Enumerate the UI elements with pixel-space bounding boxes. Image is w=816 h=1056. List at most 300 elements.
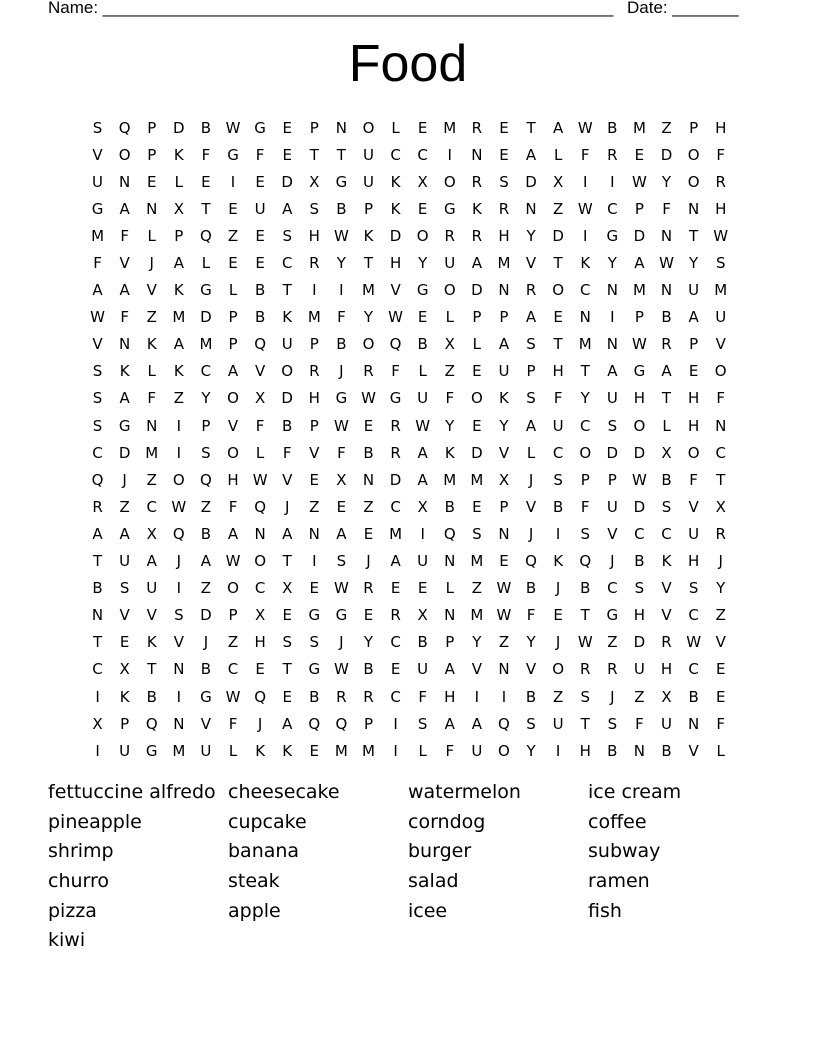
grid-letter: L xyxy=(445,308,454,327)
grid-letter: I xyxy=(610,308,615,327)
grid-letter: L xyxy=(418,362,427,381)
grid-letter: T xyxy=(336,145,346,164)
grid-letter: Q xyxy=(200,226,212,245)
grid-letter: I xyxy=(447,145,452,164)
grid-letter: C xyxy=(417,145,428,164)
grid-letter: B xyxy=(661,741,672,760)
grid-letter: T xyxy=(580,362,590,381)
grid-letter: W xyxy=(361,389,376,408)
grid-letter: X xyxy=(254,606,266,625)
grid-letter: F xyxy=(337,308,346,327)
grid-letter: O xyxy=(633,416,646,435)
word-list-item: fettuccine alfredo xyxy=(48,781,216,803)
grid-letter: T xyxy=(580,606,590,625)
grid-letter: H xyxy=(715,199,727,218)
grid-letter: C xyxy=(634,524,645,543)
grid-letter: T xyxy=(282,281,292,300)
grid-letter: N xyxy=(687,199,700,218)
grid-letter: M xyxy=(199,335,213,354)
grid-letter: Z xyxy=(119,497,130,516)
grid-letter: K xyxy=(173,145,184,164)
grid-letter: B xyxy=(607,118,618,137)
grid-letter: C xyxy=(715,443,726,462)
grid-letter: I xyxy=(176,687,182,706)
grid-letter: P xyxy=(147,118,157,137)
grid-letter: L xyxy=(147,362,156,381)
grid-letter: R xyxy=(390,416,401,435)
grid-letter: Z xyxy=(553,687,564,706)
word-list-item: kiwi xyxy=(48,929,86,952)
grid-letter: F xyxy=(445,741,455,760)
grid-letter: O xyxy=(362,335,375,354)
grid-letter: P xyxy=(499,308,509,327)
grid-letter: F xyxy=(580,497,590,516)
grid-letter: F xyxy=(93,254,102,273)
grid-letter: A xyxy=(607,362,618,381)
grid-letter: L xyxy=(391,118,400,137)
word-list-item: ice cream xyxy=(588,781,682,803)
grid-letter: C xyxy=(688,606,699,625)
grid-letter: J xyxy=(366,552,371,571)
grid-letter: W xyxy=(577,199,593,218)
grid-letter: B xyxy=(552,497,564,516)
grid-letter: U xyxy=(498,362,510,381)
grid-letter: O xyxy=(687,172,700,191)
grid-letter: K xyxy=(499,389,509,408)
grid-letter: R xyxy=(498,199,510,218)
grid-letter: Y xyxy=(716,579,726,598)
grid-letter: W xyxy=(659,254,674,273)
grid-letter: V xyxy=(390,281,401,300)
grid-letter: E xyxy=(255,226,265,245)
grid-letter: C xyxy=(579,416,591,435)
grid-letter: H xyxy=(579,741,591,760)
grid-letter: Q xyxy=(525,552,537,571)
grid-letter: E xyxy=(390,579,401,598)
grid-letter: E xyxy=(688,362,699,381)
grid-letter: J xyxy=(555,579,561,598)
grid-letter: S xyxy=(282,633,292,652)
grid-letter: M xyxy=(334,741,348,760)
grid-letter: Q xyxy=(498,714,510,733)
grid-letter: P xyxy=(526,362,536,381)
grid-letter: A xyxy=(688,308,699,327)
grid-letter: F xyxy=(391,362,400,381)
grid-letter: E xyxy=(499,552,509,571)
grid-letter: W xyxy=(333,579,349,598)
grid-letter: Q xyxy=(254,497,267,516)
grid-letter: F xyxy=(201,145,211,164)
grid-letter: F xyxy=(553,389,563,408)
grid-letter: P xyxy=(309,416,319,435)
grid-letter: U xyxy=(633,660,645,679)
grid-letter: S xyxy=(174,606,184,625)
grid-letter: N xyxy=(715,416,727,435)
grid-letter: V xyxy=(471,660,482,679)
grid-letter: D xyxy=(200,308,212,327)
grid-letter: B xyxy=(336,199,347,218)
grid-letter: S xyxy=(634,579,645,598)
grid-letter: M xyxy=(497,254,511,273)
grid-letter: M xyxy=(307,308,321,327)
grid-letter: Z xyxy=(471,579,482,598)
grid-letter: N xyxy=(146,199,158,218)
grid-letter: T xyxy=(661,389,672,408)
grid-letter: S xyxy=(580,524,590,543)
grid-letter: A xyxy=(200,552,212,571)
grid-letter: M xyxy=(632,281,646,300)
grid-letter: Z xyxy=(227,226,239,245)
grid-letter: Z xyxy=(715,606,726,625)
grid-letter: D xyxy=(118,443,131,462)
grid-letter: M xyxy=(145,443,159,462)
grid-letter: N xyxy=(173,660,185,679)
grid-letter: P xyxy=(445,633,455,652)
grid-letter: O xyxy=(254,552,267,571)
grid-letter: J xyxy=(257,714,263,733)
grid-letter: I xyxy=(312,552,317,571)
grid-letter: K xyxy=(119,687,130,706)
word-list-item: cupcake xyxy=(228,810,307,833)
grid-letter: U xyxy=(119,741,131,760)
grid-letter: J xyxy=(203,633,209,652)
grid-letter: A xyxy=(119,389,130,408)
grid-letter: N xyxy=(335,118,347,137)
grid-letter: U xyxy=(92,172,104,191)
grid-letter: O xyxy=(498,741,510,760)
grid-letter: E xyxy=(309,470,320,489)
word-list-item: burger xyxy=(408,840,472,863)
grid-letter: Y xyxy=(445,416,455,435)
grid-letter: Z xyxy=(661,118,672,137)
grid-letter: N xyxy=(498,281,510,300)
grid-letter: T xyxy=(147,660,157,679)
grid-letter: N xyxy=(254,524,266,543)
grid-letter: O xyxy=(416,226,429,245)
grid-letter: C xyxy=(390,145,401,164)
grid-letter: B xyxy=(525,687,537,706)
grid-letter: Y xyxy=(580,389,590,408)
grid-letter: U xyxy=(417,660,429,679)
grid-letter: X xyxy=(417,606,428,625)
grid-letter: P xyxy=(580,470,590,489)
grid-letter: F xyxy=(228,714,238,733)
grid-letter: P xyxy=(228,308,238,327)
grid-letter: E xyxy=(336,497,347,516)
grid-letter: R xyxy=(607,660,618,679)
grid-letter: W xyxy=(496,579,512,598)
grid-letter: H xyxy=(227,470,239,489)
grid-letter: P xyxy=(363,199,373,218)
grid-letter: R xyxy=(471,226,483,245)
grid-letter: G xyxy=(91,199,104,218)
grid-letter: R xyxy=(363,362,374,381)
grid-letter: S xyxy=(526,335,536,354)
grid-letter: W xyxy=(632,335,647,354)
grid-letter: E xyxy=(390,660,401,679)
grid-letter: G xyxy=(308,606,321,625)
grid-letter: G xyxy=(335,172,348,191)
grid-letter: W xyxy=(415,416,431,435)
grid-letter: Q xyxy=(200,470,212,489)
grid-letter: E xyxy=(255,254,265,273)
grid-letter: B xyxy=(444,497,455,516)
grid-letter: I xyxy=(474,687,480,706)
grid-letter: I xyxy=(339,281,344,300)
grid-letter: O xyxy=(172,470,185,489)
grid-letter: Y xyxy=(418,254,428,273)
grid-letter: S xyxy=(92,362,103,381)
grid-letter: W xyxy=(713,226,729,245)
grid-letter: M xyxy=(470,552,484,571)
grid-letter: C xyxy=(688,660,699,679)
grid-letter: E xyxy=(715,687,726,706)
grid-letter: E xyxy=(472,497,482,516)
grid-letter: E xyxy=(634,145,645,164)
grid-letter: G xyxy=(335,389,348,408)
grid-letter: W xyxy=(225,118,241,137)
grid-letter: K xyxy=(661,552,672,571)
grid-letter: X xyxy=(254,389,266,408)
grid-letter: T xyxy=(92,633,103,652)
grid-letter: K xyxy=(553,552,564,571)
grid-letter: P xyxy=(634,308,644,327)
grid-letter: M xyxy=(172,741,186,760)
grid-letter: O xyxy=(552,660,565,679)
grid-letter: G xyxy=(633,362,646,381)
grid-letter: W xyxy=(333,226,349,245)
grid-letter: C xyxy=(227,660,239,679)
grid-letter: C xyxy=(390,633,401,652)
grid-letter: F xyxy=(580,145,590,164)
grid-letter: R xyxy=(715,524,726,543)
grid-letter: T xyxy=(92,552,103,571)
grid-letter: F xyxy=(120,226,129,245)
grid-letter: C xyxy=(607,579,618,598)
grid-letter: N xyxy=(362,470,375,489)
grid-letter: E xyxy=(363,416,374,435)
grid-letter: Q xyxy=(254,335,267,354)
grid-letter: S xyxy=(499,172,509,191)
grid-letter: I xyxy=(555,524,561,543)
grid-letter: N xyxy=(498,524,510,543)
grid-letter: N xyxy=(660,226,673,245)
grid-letter: Z xyxy=(498,633,510,652)
grid-letter: Q xyxy=(254,687,267,706)
grid-letter: V xyxy=(661,606,672,625)
grid-letter: O xyxy=(687,443,700,462)
grid-letter: D xyxy=(633,443,646,462)
grid-letter: B xyxy=(92,579,103,598)
grid-letter: S xyxy=(201,443,211,462)
grid-letter: J xyxy=(339,362,344,381)
grid-letter: H xyxy=(715,118,727,137)
grid-letter: A xyxy=(146,552,157,571)
grid-letter: D xyxy=(389,470,402,489)
grid-letter: S xyxy=(553,470,563,489)
grid-letter: W xyxy=(90,308,105,327)
grid-letter: G xyxy=(335,606,348,625)
grid-letter: C xyxy=(390,497,401,516)
grid-letter: S xyxy=(417,714,428,733)
grid-letter: M xyxy=(470,606,484,625)
grid-letter: I xyxy=(583,172,588,191)
grid-letter: P xyxy=(499,497,509,516)
grid-letter: Q xyxy=(118,118,131,137)
grid-letter: L xyxy=(662,416,671,435)
grid-letter: R xyxy=(471,172,483,191)
grid-letter: F xyxy=(147,389,157,408)
grid-letter: B xyxy=(634,552,645,571)
grid-letter: E xyxy=(282,145,292,164)
grid-letter: L xyxy=(472,335,482,354)
grid-letter: H xyxy=(633,389,646,408)
grid-letter: F xyxy=(635,714,644,733)
grid-letter: A xyxy=(227,524,239,543)
grid-letter: U xyxy=(417,389,429,408)
grid-letter: K xyxy=(444,443,455,462)
grid-letter: E xyxy=(499,145,509,164)
grid-letter: T xyxy=(201,199,211,218)
word-list-item: banana xyxy=(228,840,300,863)
grid-letter: G xyxy=(254,118,266,137)
grid-letter: I xyxy=(176,579,182,598)
grid-letter: R xyxy=(525,281,537,300)
grid-letter: W xyxy=(632,172,647,191)
grid-letter: Y xyxy=(526,633,536,652)
grid-letter: H xyxy=(444,687,456,706)
grid-letter: D xyxy=(525,172,537,191)
grid-letter: F xyxy=(689,470,698,489)
grid-letter: Q xyxy=(172,524,185,543)
grid-letter: V xyxy=(254,362,266,381)
grid-letter: F xyxy=(255,145,265,164)
grid-letter: Y xyxy=(661,172,672,191)
grid-letter: R xyxy=(309,254,320,273)
grid-letter: L xyxy=(553,145,563,164)
grid-letter: V xyxy=(688,741,699,760)
grid-letter: I xyxy=(95,687,100,706)
grid-letter: B xyxy=(607,741,618,760)
grid-letter: W xyxy=(577,633,593,652)
grid-letter: R xyxy=(444,226,455,245)
grid-letter: L xyxy=(201,254,211,273)
grid-letter: X xyxy=(173,199,184,218)
grid-letter: D xyxy=(471,281,483,300)
grid-letter: L xyxy=(445,579,454,598)
grid-letter: G xyxy=(200,281,212,300)
grid-letter: L xyxy=(526,443,536,462)
grid-letter: V xyxy=(498,443,510,462)
grid-letter: D xyxy=(633,497,646,516)
grid-letter: G xyxy=(389,389,402,408)
grid-letter: P xyxy=(309,335,319,354)
grid-letter: D xyxy=(281,172,293,191)
grid-letter: L xyxy=(255,443,265,462)
grid-letter: P xyxy=(689,335,699,354)
grid-letter: M xyxy=(362,741,375,760)
grid-letter: U xyxy=(661,714,672,733)
grid-letter: U xyxy=(471,741,483,760)
grid-letter: P xyxy=(472,308,482,327)
grid-letter: S xyxy=(688,579,699,598)
grid-letter: X xyxy=(417,172,428,191)
grid-letter: M xyxy=(362,281,375,300)
grid-letter: S xyxy=(309,199,320,218)
grid-letter: O xyxy=(362,118,375,137)
grid-letter: E xyxy=(282,118,292,137)
grid-letter: B xyxy=(200,118,212,137)
grid-letter: G xyxy=(606,606,619,625)
grid-letter: W xyxy=(171,497,187,516)
grid-letter: D xyxy=(471,443,483,462)
grid-letter: D xyxy=(660,145,673,164)
grid-letter: E xyxy=(255,660,265,679)
grid-letter: F xyxy=(526,606,536,625)
grid-letter: X xyxy=(661,687,672,706)
grid-letter: O xyxy=(281,362,294,381)
grid-letter: P xyxy=(607,470,617,489)
grid-letter: D xyxy=(389,226,402,245)
grid-letter: Y xyxy=(689,254,699,273)
grid-letter: N xyxy=(444,552,456,571)
grid-letter: Y xyxy=(201,389,211,408)
grid-letter: E xyxy=(363,606,374,625)
grid-letter: U xyxy=(715,308,727,327)
grid-letter: K xyxy=(471,199,482,218)
grid-letter: Z xyxy=(607,633,618,652)
grid-letter: V xyxy=(525,254,537,273)
word-list-item: salad xyxy=(408,870,459,893)
grid-letter: P xyxy=(147,145,157,164)
grid-letter: W xyxy=(333,660,349,679)
grid-letter: I xyxy=(312,281,317,300)
grid-letter: W xyxy=(225,552,241,571)
grid-letter: O xyxy=(443,172,456,191)
grid-letter: C xyxy=(92,660,103,679)
grid-letter: Z xyxy=(553,199,564,218)
grid-letter: X xyxy=(553,172,564,191)
grid-letter: B xyxy=(417,633,428,652)
grid-letter: A xyxy=(417,470,428,489)
grid-letter: H xyxy=(633,606,646,625)
grid-letter: N xyxy=(444,606,456,625)
grid-letter: J xyxy=(339,633,344,652)
grid-letter: Q xyxy=(308,714,321,733)
grid-letter: N xyxy=(525,199,537,218)
grid-letter: A xyxy=(119,281,130,300)
grid-letter: K xyxy=(119,362,130,381)
grid-letter: T xyxy=(689,226,699,245)
grid-letter: B xyxy=(580,579,591,598)
grid-letter: G xyxy=(118,416,131,435)
grid-letter: E xyxy=(309,579,320,598)
grid-letter: L xyxy=(228,741,238,760)
grid-letter: E xyxy=(472,362,482,381)
grid-letter: Z xyxy=(309,497,320,516)
grid-letter: A xyxy=(444,660,455,679)
grid-letter: C xyxy=(390,687,401,706)
grid-letter: R xyxy=(390,606,401,625)
grid-letter: A xyxy=(444,714,455,733)
grid-letter: S xyxy=(472,524,482,543)
grid-letter: V xyxy=(607,524,618,543)
grid-letter: R xyxy=(92,497,103,516)
grid-letter: Q xyxy=(91,470,104,489)
grid-letter: B xyxy=(363,443,374,462)
grid-letter: O xyxy=(227,443,239,462)
grid-letter: Q xyxy=(335,714,348,733)
